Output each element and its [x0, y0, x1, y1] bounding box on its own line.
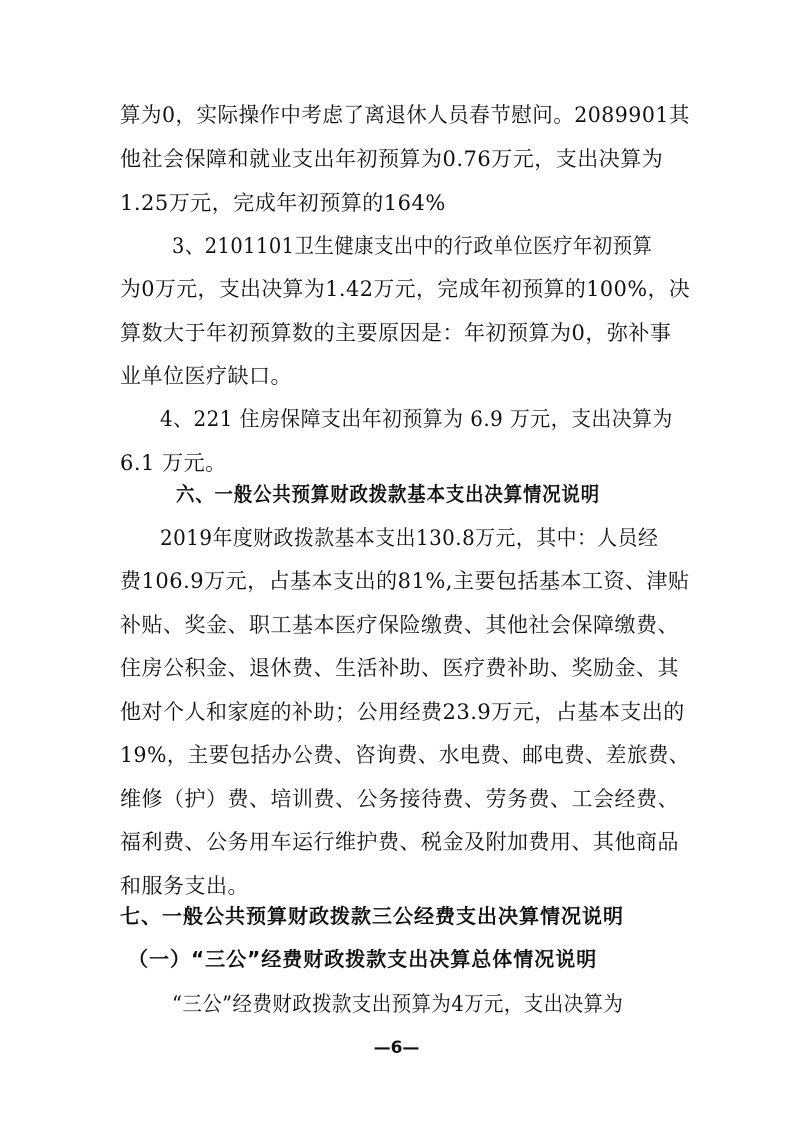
paragraph-line: 福利费、公务用车运行维护费、税金及附加费用、其他商品 — [120, 830, 679, 854]
paragraph-line: 19%，主要包括办公费、咨询费、水电费、邮电费、差旅费、 — [120, 743, 690, 767]
paragraph-line: 2019年度财政拨款基本支出130.8万元，其中：人员经 — [160, 526, 659, 550]
section-heading: 七、一般公共预算财政拨款三公经费支出决算情况说明 — [120, 904, 624, 928]
paragraph-line: 业单位医疗缺口。 — [120, 364, 292, 388]
paragraph-line: 费106.9万元，占基本支出的81%,主要包括基本工资、津贴 — [120, 569, 690, 593]
section-heading: 六、一般公共预算财政拨款基本支出决算情况说明 — [176, 482, 601, 506]
paragraph-line: 住房公积金、退休费、生活补助、医疗费补助、奖励金、其 — [120, 656, 679, 680]
paragraph-line: 算为0，实际操作中考虑了离退休人员春节慰问。2089901其 — [120, 103, 690, 127]
paragraph-line: 3、2101101卫生健康支出中的行政单位医疗年初预算 — [172, 234, 653, 258]
paragraph-line: 补贴、奖金、职工基本医疗保险缴费、其他社会保障缴费、 — [120, 613, 679, 637]
paragraph-line: 他对个人和家庭的补助；公用经费23.9万元，占基本支出的 — [120, 700, 685, 724]
paragraph-line: 4、221 住房保障支出年初预算为 6.9 万元，支出决算为 — [160, 407, 673, 431]
paragraph-line: 维修（护）费、培训费、公务接待费、劳务费、工会经费、 — [120, 787, 679, 811]
paragraph-line: 1.25万元，完成年初预算的164% — [120, 191, 446, 215]
paragraph-line: 6.1 万元。 — [120, 451, 227, 475]
paragraph-line: 和服务支出。 — [120, 874, 249, 898]
paragraph-line: 算数大于年初预算数的主要原因是：年初预算为0，弥补事 — [120, 321, 672, 345]
subsection-heading: （一）“三公”经费财政拨款支出决算总体情况说明 — [128, 947, 598, 971]
page-number: —6— — [373, 1038, 420, 1058]
paragraph-line: 他社会保障和就业支出年初预算为0.76万元，支出决算为 — [120, 147, 664, 171]
paragraph-line: “三公”经费财政拨款支出预算为4万元，支出决算为 — [172, 992, 624, 1016]
paragraph-line: 为0万元，支出决算为1.42万元，完成年初预算的100%，决 — [120, 277, 691, 301]
